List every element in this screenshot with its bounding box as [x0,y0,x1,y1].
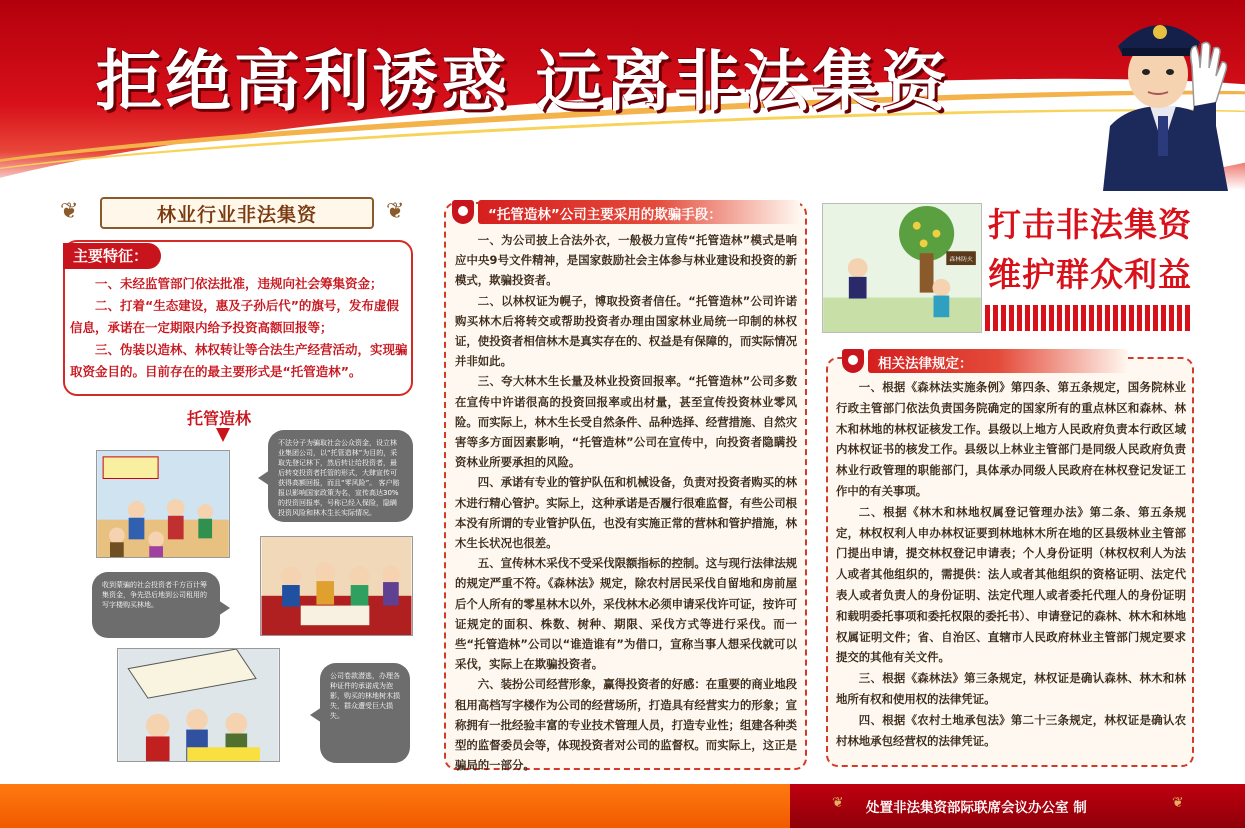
policeman-illustration [1088,6,1238,191]
feature-item: 一、未经监管部门依法批准，违规向社会筹集资金； [95,276,383,291]
left-title-frame [56,193,418,233]
cartoon-buyers-crowd [260,536,413,636]
decorative-stripes [985,305,1190,331]
paragraph: 六、装扮公司经营形象，赢得投资者的好感：在重要的商业地段租用高档写字楼作为公司的经营场所，打造具有经营实力的形象；宣称拥有一批经验丰富的专业技术管理人员，打造专业性；组建各种类型的监督委员会等，体现投资者对公司的监督权。而实际上，这正是骗局的一部分。 [455,677,797,773]
speech-bubble: 不法分子为骗取社会公众资金，设立林业集团公司，以“托管造林”为目的，采取先登记林下，然后转让给投资者，最后转变投资者托管的形式，大肆宣传可获得高额回报，而且“零风险”。 客户赔报以影响国家政策为名，宣传高达30%的投资回报率，号称已经入保险，隐瞒投资风险和林木生长实际情况。 [268,430,413,522]
paragraph: 二、根据《林木和林地权属登记管理办法》第二条、第五条规定，林权权利人申办林权证要到林地林木所在地的区县级林业主管部门提出申请，提交林权登记申请表；个人身份证明（林权权利人为法人或者其他组织的，需提供：法人或者其他组织的资格证明、法定代表人或者负责人的身份证明、法定代理人或者委托代理人的身份证明和载明委托事项和委托权限的委托书）、申请登记的森林、林木和林地权属证明文件；省、自治区、直辖市人民政府林业主管部门规定要求提交的其他有关文件。 [836,504,1186,665]
feature-item: 三、伪装以造林、林权转让等合法生产经营活动，实现骗取资金目的。目前存在的最主要形式是“托管造林”。 [70,342,408,379]
banner-title: 拒绝高利诱惑 远离非法集资 [96,43,950,120]
footer-ornament-icon: ❦ [832,795,844,811]
paragraph: 一、为公司披上合法外衣，一般极力宣传“托管造林”模式是响应中央9号文件精神，是国家鼓励社会主体参与林业建设和投资的新模式，欺骗投资者。 [455,233,797,288]
fraud-methods-heading: “托管造林”公司主要采用的欺骗手段： [488,207,722,223]
legal-provisions-heading: 相关法律规定： [878,356,973,372]
fraud-methods-text [455,230,797,775]
footer-credit: 处置非法集资部际联席会议办公室 制 [866,800,1087,816]
paragraph: 四、根据《农村土地承包法》第二十三条规定，林权证是确认农村林地承包经营权的法律凭证。 [836,712,1186,748]
paragraph: 三、根据《森林法》第三条规定，林权证是确认森林、林木和林地所有权和使用权的法律凭证。 [836,671,1186,706]
slogan [988,200,1193,300]
right-ornament-icon: ❦ [386,199,405,224]
arrow-down-icon [216,428,230,442]
cartoon-office-sales [96,450,230,558]
sign-text: 森林防火 [949,257,973,264]
paragraph: 二、以林权证为幌子，博取投资者信任。“托管造林”公司许诺购买林木后将转交或帮助投资者办理由国家林业局统一印制的林权证，使投资者相信林木是真实存在的、权益是有保障的，而实际情况并非如此。 [455,293,797,369]
speech-bubble: 公司卷款潜逃，办理各种证件的承诺成为泡影，购买的林地树木损失，群众遭受巨大损失。 [320,663,410,763]
paragraph: 一、根据《森林法实施条例》第四条、第五条规定，国务院林业行政主管部门依法负责国务院确定的国家所有的重点林区和森林、林木和林地的林权证核发工作。县级以上地方人民政府负责本行政区域内林权证书的核发工作。县级以上林业主管部门是同级人民政府负责林业行政管理的职能部门，具体承办同级人民政府在林权登记发证工作中的有关事项。 [836,380,1186,498]
cartoon-money-tree [822,203,982,333]
left-ornament-icon: ❦ [60,199,79,224]
fraud-methods-header [452,198,800,226]
slogan-line-1: 打击非法集资 [988,205,1192,244]
shield-icon [842,349,864,373]
paragraph: 四、承诺有专业的管护队伍和机械设备，负责对投资者购买的林木进行精心管护。实际上，这种承诺是否履行很难监督，有些公司根本没有所谓的专业管护队伍，也没有实施正常的营林和管护措施，林木生长状况也很差。 [455,475,797,551]
feature-item: 二、打着“生态建设，惠及子孙后代”的旗号，发布虚假信息，承诺在一定期限内给予投资高额回报等； [70,298,399,335]
legal-provisions-header [842,347,1142,375]
slogan-line-2: 维护群众利益 [988,255,1192,294]
speech-bubble: 收到蒙骗的社会投资者千方百计筹集资金，争先恐后地到公司租用的写字楼购买林地。 [92,572,220,638]
features-text [70,273,408,383]
footer-ornament-icon: ❦ [1172,795,1184,811]
paragraph: 五、宣传林木采伐不受采伐限额指标的控制。这与现行法律法规的规定严重不符。《森林法》规定，除农村居民采伐自留地和房前屋后个人所有的零星林木以外，采伐林木必须申请采伐许可证，按许可证规定的面积、株数、树种、期限、采伐方式等进行采伐。而一些“托管造林”公司以“谁造谁有”为借口，宣称当事人想采伐就可以采伐，实际上在欺骗投资者。 [455,556,797,672]
paragraph: 三、夸大林木生长量及林业投资回报率。“托管造林”公司多数在宣传中许诺很高的投资回报率或出材量，甚至宣传投资林业零风险。而实际上，林木生长受自然条件、品种选择、经营措施、自然灾害等多方面因素影响，“托管造林”公司在宣传中，向投资者隐瞒投资林业所要承担的风险。 [455,374,797,470]
tuoguan-label: 托管造林 [187,409,252,428]
legal-provisions-text [836,377,1186,751]
cartoon-victims [117,648,280,762]
footer-band-orange [0,784,790,828]
features-label: 主要特征： [63,243,161,269]
left-section-title: 林业行业非法集资 [156,204,317,226]
shield-icon [452,200,474,224]
